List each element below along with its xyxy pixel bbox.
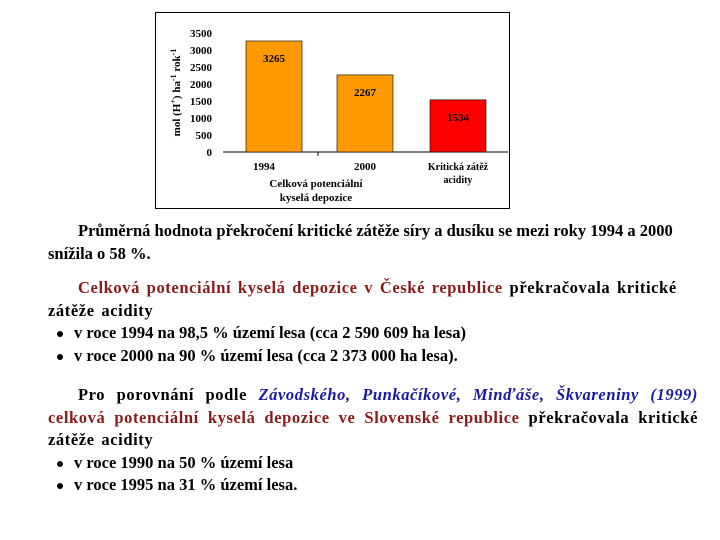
list-item: v roce 1994 na 98,5 % území lesa (cca 2 590 609 ha lesa) bbox=[48, 322, 698, 345]
x-tick-label: 1994 bbox=[253, 161, 275, 173]
highlight-slovak-deposition: celková potenciální kyselá depozice ve Slovenské republice bbox=[48, 407, 520, 427]
bullet-list-slovak bbox=[48, 452, 698, 497]
y-tick-label: 1500 bbox=[190, 96, 212, 108]
list-item: v roce 2000 na 90 % území lesa (cca 2 373 000 ha lesa). bbox=[48, 345, 698, 368]
paragraph-slovak-comparison bbox=[48, 384, 698, 497]
authors-citation: Závodského, Punkačíkové, Minďáše, Škvareniny (1999) bbox=[258, 385, 698, 404]
y-axis-label: mol (H+) $ha^{-1}$ rok$^{-1}$ bbox=[168, 48, 183, 137]
y-tick-label: 1000 bbox=[190, 113, 212, 125]
paragraph-average-exceedance bbox=[48, 220, 698, 265]
x-tick-label: acidity bbox=[443, 175, 473, 186]
y-tick-label: 3000 bbox=[190, 45, 212, 57]
bar bbox=[430, 100, 486, 152]
y-tick-label: 3500 bbox=[190, 28, 212, 40]
x-tick-label: Kritická zátěž bbox=[427, 162, 489, 173]
bar-chart bbox=[156, 13, 511, 210]
y-tick-label: 0 bbox=[206, 147, 212, 159]
x-axis-label-line2: kyselá depozice bbox=[279, 192, 353, 204]
bar-value-label: 1534 bbox=[447, 111, 469, 124]
paragraph-text: Průměrná hodnota překročení kritické zátěže síry a dusíku se mezi roky 1994 a 2000 snížila o 58 %. bbox=[48, 221, 673, 263]
bar-value-label: 2267 bbox=[354, 86, 376, 99]
bar-value-label: 3265 bbox=[263, 52, 285, 65]
paragraph-czech-deposition bbox=[48, 277, 698, 367]
highlight-czech-deposition: Celková potenciální kyselá depozice v České republice bbox=[78, 278, 503, 297]
y-tick-label: 2500 bbox=[190, 62, 212, 74]
y-tick-label: 2000 bbox=[190, 79, 212, 91]
list-item: v roce 1990 na 50 % území lesa bbox=[48, 452, 698, 475]
paragraph-rest: překračovala kritické zátěže acidity bbox=[48, 278, 677, 320]
paragraph-prefix: Pro porovnání podle bbox=[78, 385, 259, 404]
paragraph-text bbox=[48, 384, 698, 452]
paragraph-rest: překračovala kritické zátěže acidity bbox=[48, 407, 698, 449]
list-item: v roce 1995 na 31 % území lesa. bbox=[48, 474, 698, 497]
y-tick-label: 500 bbox=[195, 130, 212, 142]
bullet-list-czech bbox=[48, 322, 698, 367]
paragraph-text bbox=[48, 277, 698, 322]
chart-figure bbox=[155, 12, 510, 209]
x-tick-label: 2000 bbox=[354, 161, 376, 173]
x-axis-label-line1: Celková potenciální bbox=[269, 178, 363, 190]
